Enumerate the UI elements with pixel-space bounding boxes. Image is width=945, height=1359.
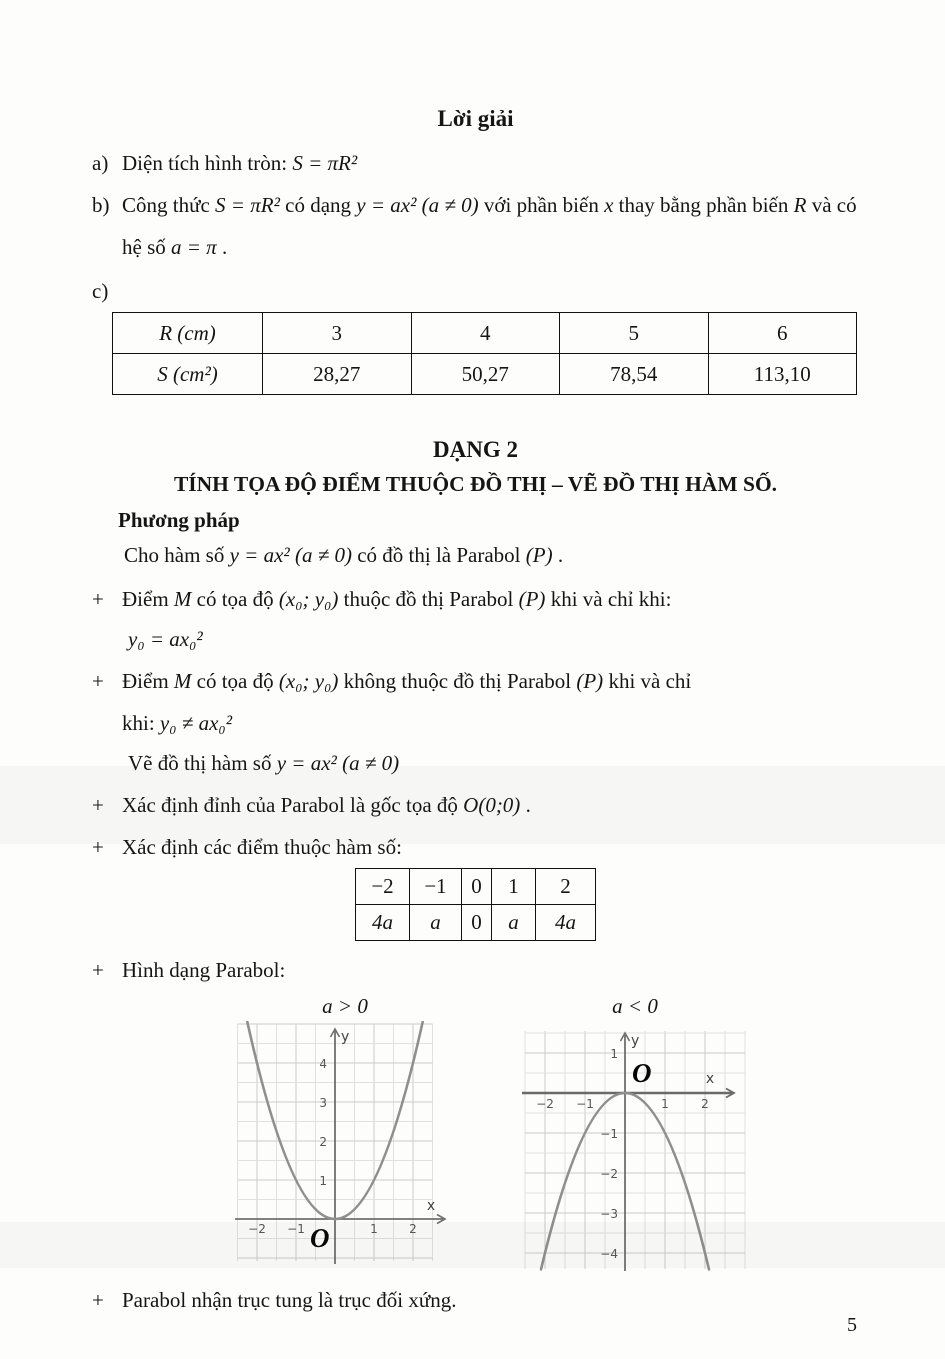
y-axis-tick-label: 3 xyxy=(319,1096,327,1110)
bullet-math: (P) xyxy=(518,587,546,611)
intro-formula: y = ax² (a ≠ 0) xyxy=(229,543,352,567)
circle-area-table xyxy=(112,312,857,395)
table-cell: 4 xyxy=(411,313,560,354)
bullet-text: Hình dạng Parabol: xyxy=(122,958,286,982)
y-axis-tick-label: −4 xyxy=(600,1247,618,1261)
table-cell: 4a xyxy=(536,905,596,941)
bullet-math: O(0;0) xyxy=(463,793,521,817)
bullet-point-symmetry xyxy=(92,1285,859,1315)
bullet-marker: + xyxy=(92,587,104,611)
method-label: Phương pháp xyxy=(118,508,240,532)
row-header-S: S (cm²) xyxy=(113,354,263,395)
table-cell: 0 xyxy=(462,905,492,941)
y-axis-tick-label: 4 xyxy=(319,1057,327,1071)
y-axis-tick-label: −3 xyxy=(600,1207,618,1221)
table-cell: 50,27 xyxy=(411,354,560,395)
y-axis-tick-label: 1 xyxy=(319,1174,327,1188)
bullet-point-not-belongs xyxy=(92,666,859,696)
bullet-text: Xác định các điểm thuộc hàm số: xyxy=(122,835,402,859)
intro-formula: (P) xyxy=(525,543,553,567)
y-axis-label: y xyxy=(631,1033,640,1049)
table-cell: −1 xyxy=(410,869,462,905)
bullet-text: khi: xyxy=(122,711,155,735)
table-cell: 4a xyxy=(356,905,410,941)
figure-caption: a < 0 xyxy=(612,994,658,1018)
bullet-text: khi và chỉ xyxy=(608,669,692,693)
bullet-text: Điểm xyxy=(122,587,169,611)
bullet-text: . xyxy=(525,793,531,817)
points-x-row xyxy=(356,869,596,905)
bullet-text: không thuộc đồ thị Parabol xyxy=(343,669,572,693)
draw-text: Vẽ đồ thị hàm số xyxy=(128,751,272,775)
item-b-formula: S = πR² xyxy=(215,193,280,217)
y-axis-tick-label: 1 xyxy=(610,1047,618,1061)
figure-caption: a > 0 xyxy=(322,994,368,1018)
item-b-text: và có hệ số xyxy=(122,193,857,259)
item-b-body xyxy=(122,184,859,268)
item-b-formula: y = ax² (a ≠ 0) xyxy=(356,193,479,217)
solution-item-a xyxy=(92,148,859,178)
table-cell: 78,54 xyxy=(560,354,709,395)
bullet-math: (x₀; y₀) xyxy=(278,587,339,611)
item-b-text: với phần biến xyxy=(483,193,599,217)
table-cell: 3 xyxy=(263,313,412,354)
x-axis-tick-label: 1 xyxy=(661,1097,669,1111)
table-cell: a xyxy=(492,905,536,941)
x-axis-label: x xyxy=(426,1198,436,1214)
bullet-marker: + xyxy=(92,1288,104,1312)
item-b-text: thay bằng phần biến xyxy=(618,193,789,217)
dang2-subtitle: TÍNH TỌA ĐỘ ĐIỂM THUỘC ĐỒ THỊ – VẼ ĐỒ THỊ HÀM SỐ. xyxy=(173,472,778,496)
origin-label: O xyxy=(310,1223,330,1253)
x-axis-tick-label: −1 xyxy=(576,1097,594,1111)
x-axis-tick-label: −2 xyxy=(536,1097,554,1111)
bullet-text: thuộc đồ thị Parabol xyxy=(343,587,514,611)
item-label: b) xyxy=(92,193,110,217)
bullet-marker: + xyxy=(92,958,104,982)
bullet-text: có tọa độ xyxy=(196,587,274,611)
item-a-text: Diện tích hình tròn: xyxy=(122,151,288,175)
y-axis-tick-label: −2 xyxy=(600,1167,618,1181)
points-y-row xyxy=(356,905,596,941)
not-belongs-formula-line xyxy=(122,708,859,738)
bullet-math: M xyxy=(173,669,192,693)
bullet-point-shape xyxy=(92,955,859,985)
y-axis-label: y xyxy=(341,1029,350,1045)
bullet-math: (P) xyxy=(576,669,604,693)
parabola-figure-positive xyxy=(230,993,460,1266)
intro-text: Cho hàm số xyxy=(124,543,225,567)
item-b-formula: a = π xyxy=(171,235,217,259)
table-cell: −2 xyxy=(356,869,410,905)
x-axis-tick-label: 2 xyxy=(409,1222,417,1236)
draw-graph-line xyxy=(128,748,859,778)
table-cell: 5 xyxy=(560,313,709,354)
bullet-body xyxy=(122,666,691,696)
x-axis-tick-label: 2 xyxy=(701,1097,709,1111)
parabola-plot-positive xyxy=(230,1021,460,1266)
x-axis-tick-label: 1 xyxy=(370,1222,378,1236)
x-axis-label: x xyxy=(705,1071,715,1087)
points-table xyxy=(355,868,596,941)
belongs-formula: y₀ = ax₀² xyxy=(128,627,203,651)
origin-label: O xyxy=(632,1058,652,1088)
table-cell: 1 xyxy=(492,869,536,905)
page-number: 5 xyxy=(847,1314,857,1336)
bullet-point-belongs xyxy=(92,584,859,614)
x-axis-tick-label: −1 xyxy=(287,1222,305,1236)
y-axis-tick-label: −1 xyxy=(600,1127,618,1141)
item-b-text: . xyxy=(221,235,228,259)
not-belongs-formula: y₀ ≠ ax₀² xyxy=(159,711,232,735)
bullet-body xyxy=(122,584,671,614)
item-b-formula: R xyxy=(793,193,807,217)
solution-item-b xyxy=(92,184,859,268)
item-a-formula: S = πR² xyxy=(292,151,358,175)
table-cell: 2 xyxy=(536,869,596,905)
item-label: c) xyxy=(92,279,109,303)
item-b-formula: x xyxy=(604,193,614,217)
intro-text: . xyxy=(557,543,564,567)
table-cell: a xyxy=(410,905,462,941)
table-cell: 0 xyxy=(462,869,492,905)
row-header-R: R (cm) xyxy=(113,313,263,354)
item-a-body xyxy=(122,148,357,178)
item-b-text: Công thức xyxy=(122,193,210,217)
bullet-marker: + xyxy=(92,793,104,817)
table-cell: 28,27 xyxy=(263,354,412,395)
intro-line xyxy=(124,540,859,570)
table-row-area xyxy=(113,354,857,395)
solution-title: Lời giải xyxy=(437,106,514,131)
item-label: a) xyxy=(92,151,109,175)
item-b-text: có dạng xyxy=(285,193,352,217)
x-axis-tick-label: −2 xyxy=(248,1222,266,1236)
bullet-point-vertex xyxy=(92,790,859,820)
bullet-marker: + xyxy=(92,669,104,693)
solution-item-c xyxy=(92,276,859,306)
bullet-point-table xyxy=(92,832,859,862)
bullet-text: Điểm xyxy=(122,669,169,693)
bullet-math: M xyxy=(173,587,192,611)
bullet-math: (x₀; y₀) xyxy=(278,669,339,693)
parabola-figures xyxy=(92,993,859,1271)
intro-text: có đồ thị là Parabol xyxy=(357,543,521,567)
bullet-marker: + xyxy=(92,835,104,859)
bullet-text: Parabol nhận trục tung là trục đối xứng. xyxy=(122,1288,457,1312)
parabola-figure-negative xyxy=(520,993,750,1271)
parabola-plot-negative xyxy=(520,1021,750,1271)
bullet-text: có tọa độ xyxy=(196,669,274,693)
table-cell: 113,10 xyxy=(708,354,857,395)
draw-formula: y = ax² (a ≠ 0) xyxy=(276,751,400,775)
dang2-title: DẠNG 2 xyxy=(433,437,518,462)
bullet-body xyxy=(122,790,531,820)
bullet-text: khi và chỉ khi: xyxy=(550,587,672,611)
table-cell: 6 xyxy=(708,313,857,354)
y-axis-tick-label: 2 xyxy=(319,1135,327,1149)
bullet-text: Xác định đỉnh của Parabol là gốc tọa độ xyxy=(122,793,458,817)
table-row-radius xyxy=(113,313,857,354)
